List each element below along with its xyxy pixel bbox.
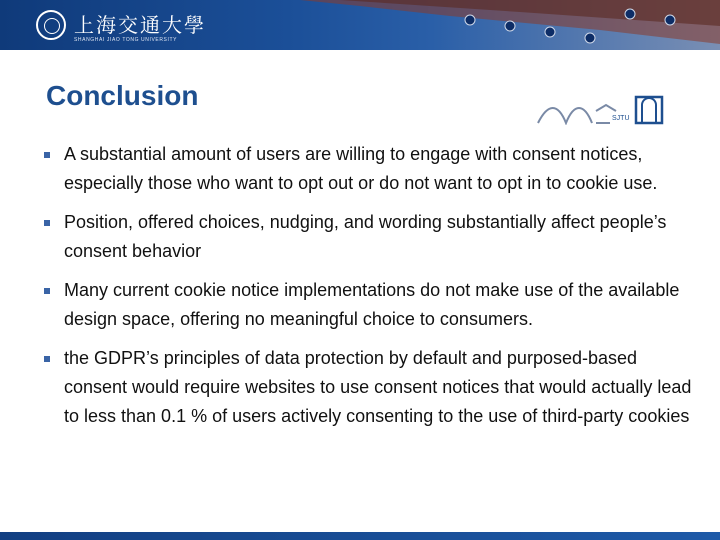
list-item [44, 208, 694, 266]
list-item [44, 140, 694, 198]
bullet-text: the GDPR’s principles of data protection by default and purposed-based consent would require websites to use consent notices that would actually lead to less than 0.1 % of users actively consenting to the use of third-party cookies [64, 348, 692, 426]
bullet-square-icon [44, 220, 50, 226]
bullet-text: Position, offered choices, nudging, and wording substantially affect people’s consent behavior [64, 212, 667, 261]
page-title: Conclusion [46, 80, 199, 111]
bullet-square-icon [44, 288, 50, 294]
campus-gate-logo-icon [536, 95, 668, 125]
bullet-text: Many current cookie notice implementations do not make use of the available design space, offering no meaningful choice to consumers. [64, 280, 680, 329]
bullet-list [44, 140, 694, 431]
header-band [0, 0, 720, 50]
university-logo-english: SHANGHAI JIAO TONG UNIVERSITY [74, 37, 178, 43]
eave-decoration-icon [300, 0, 720, 50]
footer-band [0, 532, 720, 540]
university-logo-chinese: 上海交通大學 [74, 13, 206, 37]
gate-logo-label: SJTU [612, 115, 630, 122]
bullet-text: A substantial amount of users are willing to engage with consent notices, especially those who want to opt out or do not want to opt in to cookie use. [64, 144, 658, 193]
list-item [44, 276, 694, 334]
bullet-square-icon [44, 152, 50, 158]
university-seal-icon [36, 10, 66, 40]
bullet-square-icon [44, 356, 50, 362]
list-item [44, 344, 694, 431]
